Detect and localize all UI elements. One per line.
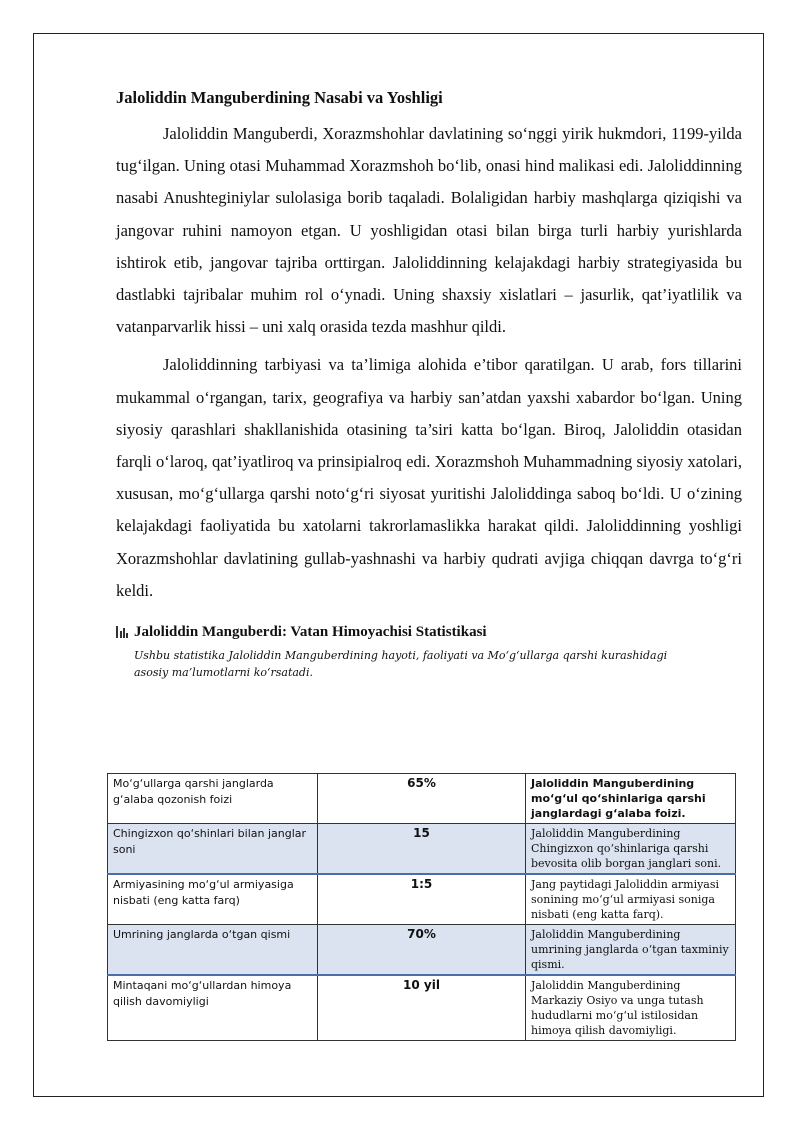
paragraph-1: Jaloliddin Manguberdi, Xorazmshohlar davlatining so‘nggi yirik hukmdori, 1199-yilda tug‘ilgan. Uning otasi Muhammad Xorazmshoh bo‘lib, onasi hind malikasi edi. Jaloliddinning nasabi Anushteginiylar sulolasiga borib taqaladi. Bolaligidan harbiy mashqlarga qiziqishi va jangovar ruhini namoyon etgan. U yoshligidan otasi bilan birga turli harbiy yurishlarda ishtirok etib, jangovar tajriba orttirgan. Jaloliddinning kelajakdagi harbiy strategiyasida bu dastlabki tajribalar muhim rol o‘ynadi. Uning shaxsiy xislatlari – jasurlik, qat’iyatlilik va vatanparvarlik hissi – uni xalq orasida tezda mashhur qildi. <box>116 124 742 337</box>
table-row <box>108 774 736 824</box>
stats-table <box>107 773 736 1041</box>
row-description: Jaloliddin Manguberdining umrining janglarda o‘tgan taxminiy qismi. <box>526 925 736 976</box>
row-label: Chingizxon qo‘shinlari bilan janglar soni <box>108 824 318 875</box>
row-label: Mo‘g‘ullarga qarshi janglarda g‘alaba qozonish foizi <box>108 774 318 824</box>
paragraph-2: Jaloliddinning tarbiyasi va ta’limiga alohida e’tibor qaratilgan. U arab, fors tillarini mukammal o‘rgangan, tarix, geografiya va harbiy san’atdan yaxshi xabardor bo‘lgan. Uning siyosiy qarashlari shakllanishida otasining ta’siri katta bo‘lgan. Biroq, Jaloliddin otasidan farqli o‘laroq, qat’iyatliroq va prinsipialroq edi. Xorazmshoh Muhammadning siyosiy xatolari, xususan, mo‘g‘ullarga qarshi noto‘g‘ri siyosat yuritishi Jaloliddinga saboq bo‘ldi. U o‘zining kelajakdagi faoliyatida bu xatolarni takrorlamaslikka harakat qildi. Jaloliddinning yoshligi Xorazmshohlar davlatining gullab-yashnashi va harbiy qudrati avjiga chiqqan davrga to‘g‘ri keldi. <box>116 355 742 600</box>
table-row <box>108 874 736 925</box>
row-value: 10 yil <box>318 975 526 1041</box>
section-title: Jaloliddin Manguberdining Nasabi va Yoshligi <box>116 88 443 107</box>
row-description: Jang paytidagi Jaloliddin armiyasi sonining mo‘g‘ul armiyasi soniga nisbati (eng katta farq). <box>526 874 736 925</box>
row-label: Mintaqani mo‘g‘ullardan himoya qilish davomiyligi <box>108 975 318 1041</box>
row-value: 70% <box>318 925 526 976</box>
row-value: 65% <box>318 774 526 824</box>
row-description: Jaloliddin Manguberdining Markaziy Osiyo va unga tutash hududlarni mo‘g‘ul istilosidan himoya qilish davomiyligi. <box>526 975 736 1041</box>
stats-title: Jaloliddin Manguberdi: Vatan Himoyachisi Statistikasi <box>134 624 487 641</box>
row-label: Armiyasining mo‘g‘ul armiyasiga nisbati (eng katta farq) <box>108 874 318 925</box>
row-value: 1:5 <box>318 874 526 925</box>
row-description: Jaloliddin Manguberdining mo‘g‘ul qo‘shinlariga qarshi janglardagi g‘alaba foizi. <box>526 774 736 824</box>
stats-subtitle: Ushbu statistika Jaloliddin Manguberdining hayoti, faoliyati va Mo‘g‘ullarga qarshi kurashidagi asosiy ma’lumotlarni ko‘rsatadi. <box>134 649 668 680</box>
row-description: Jaloliddin Manguberdining Chingizxon qo‘shinlariga qarshi bevosita olib borgan janglari soni. <box>526 824 736 875</box>
table-row <box>108 975 736 1041</box>
document-body <box>116 86 742 687</box>
row-label: Umrining janglarda o‘tgan qismi <box>108 925 318 976</box>
table-row <box>108 925 736 976</box>
stats-heading <box>116 621 742 643</box>
bar-chart-icon <box>116 626 128 638</box>
table-row <box>108 824 736 875</box>
row-value: 15 <box>318 824 526 875</box>
